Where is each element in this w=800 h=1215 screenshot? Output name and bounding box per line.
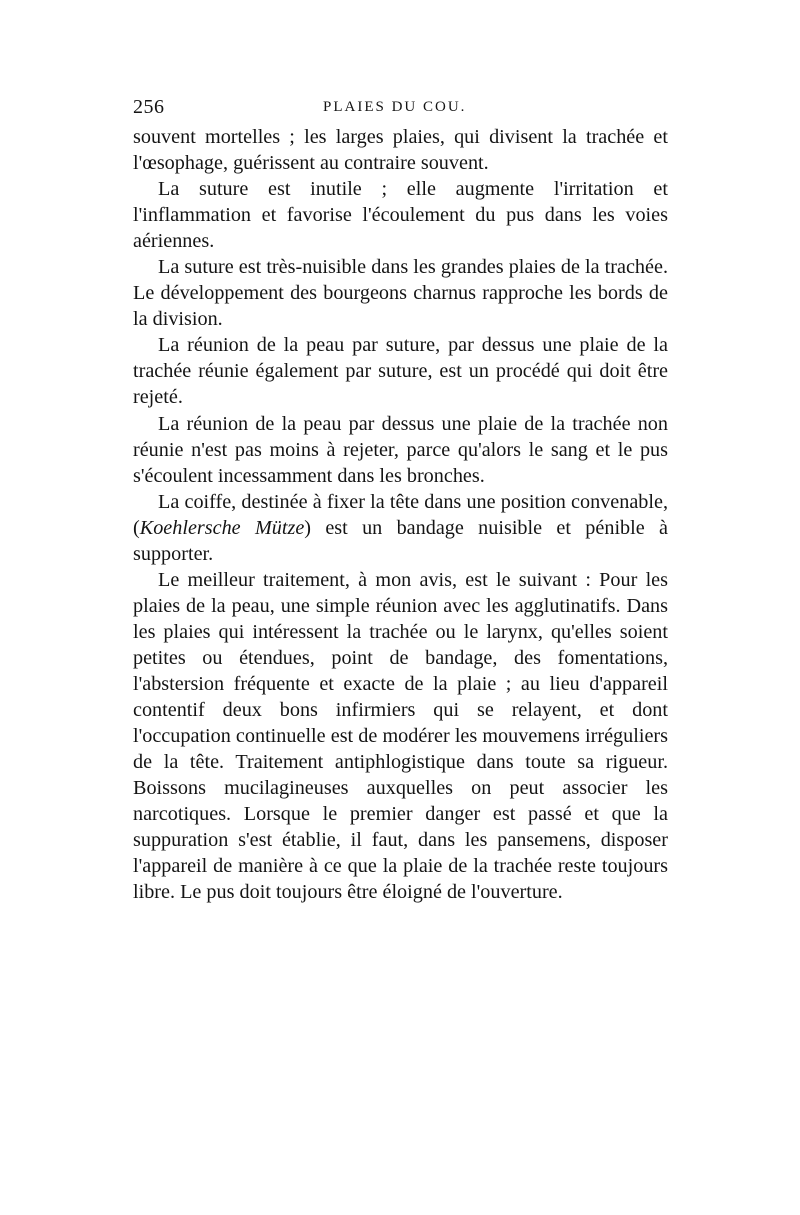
running-title: PLAIES DU COU. — [323, 99, 467, 115]
paragraph-1: souvent mortelles ; les larges plaies, qui divisent la trachée et l'œsophage, guérissent au contraire souvent. — [133, 126, 668, 175]
paragraph-6-text-after: ) est un bandage nuisible et pénible à supporter. — [133, 516, 668, 565]
running-head — [133, 96, 668, 120]
paragraph-3: La suture est très-nuisible dans les grandes plaies de la trachée. Le développement des bourgeons charnus rapproche les bords de la division. — [133, 256, 668, 331]
paragraph-6-italic-term: Koehlersche Mütze — [139, 516, 305, 539]
paragraph-5: La réunion de la peau par dessus une plaie de la trachée non réunie n'est pas moins à rejeter, parce qu'alors le sang et le pus s'écoulent incessamment dans les bronches. — [133, 412, 668, 487]
paragraph-2: La suture est inutile ; elle augmente l'irritation et l'inflammation et favorise l'écoulement du pus dans les voies aériennes. — [133, 178, 668, 253]
paragraph-4: La réunion de la peau par suture, par dessus une plaie de la trachée réunie également par suture, est un procédé qui doit être rejeté. — [133, 334, 668, 409]
page-number: 256 — [133, 96, 165, 118]
body-text — [133, 124, 668, 905]
paragraph-6 — [133, 489, 668, 567]
paragraph-6-text-before: La coiffe, destinée à fixer la tête dans une position convenable, ( — [133, 490, 668, 539]
paragraph-7: Le meilleur traitement, à mon avis, est le suivant : Pour les plaies de la peau, une simple réunion avec les agglutinatifs. Dans les plaies qui intéressent la trachée ou le larynx, qu'elles soient petites ou étendues, point de bandage, des fomentations, l'abstersion fréquente et exacte de la plaie ; au lieu d'appareil contentif deux bons infirmiers qui se relayent, et dont l'occupation continuelle est de modérer les mouvemens irréguliers de la tête. Traitement antiphlogistique dans toute sa rigueur. Boissons mucilagineuses auxquelles on peut associer les narcotiques. Lorsque le premier danger est passé et que la suppuration s'est établie, il faut, dans les pansemens, disposer l'appareil de manière à ce que la plaie de la trachée reste toujours libre. Le pus doit toujours être éloigné de l'ouverture. — [133, 568, 668, 904]
